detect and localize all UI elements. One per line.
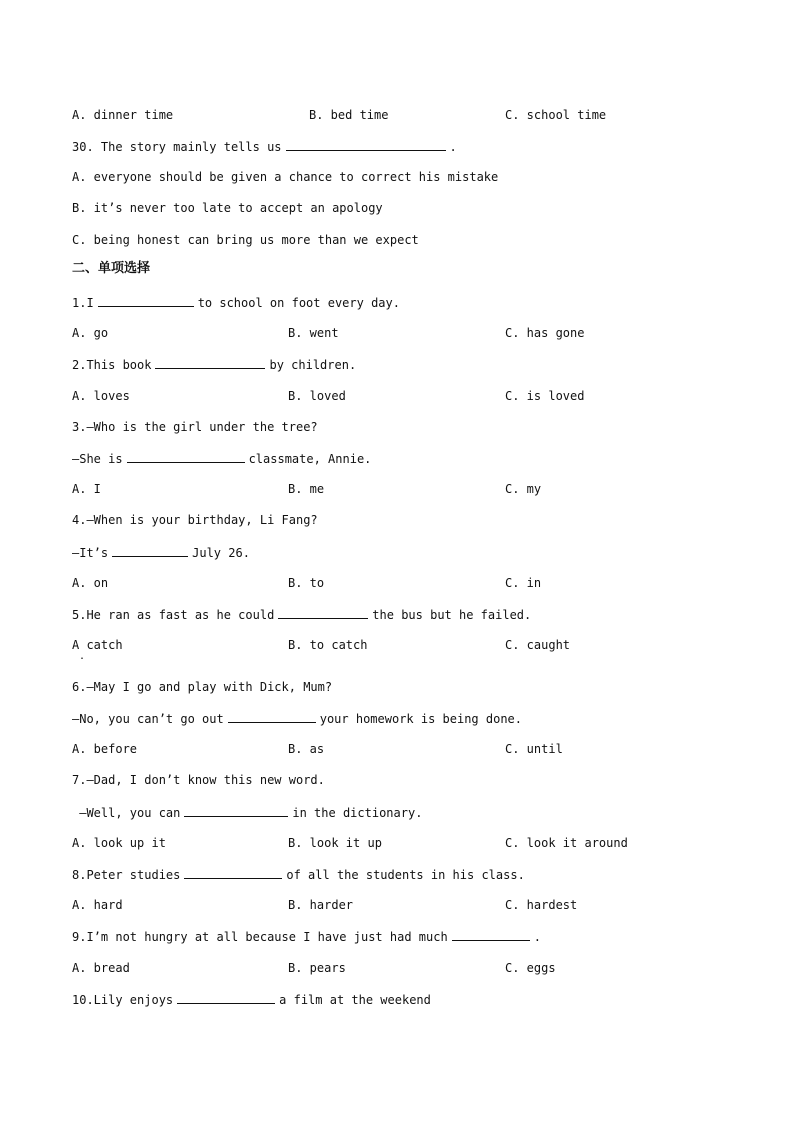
q3-option-a: A. I	[72, 482, 101, 496]
q1-stem	[72, 294, 400, 311]
q7-option-c: C. look it around	[505, 836, 628, 850]
q3-stem	[72, 450, 371, 467]
q1-blank	[98, 294, 194, 307]
q4-post: July 26.	[192, 546, 250, 560]
q6-option-c: C. until	[505, 742, 563, 756]
q30-stem	[72, 138, 457, 155]
q5-option-c: C. caught	[505, 638, 571, 652]
q30-stem-pre: 30. The story mainly tells us	[72, 140, 282, 154]
q29-option-b: B. bed time	[309, 108, 389, 122]
q1-post: to school on foot every day.	[197, 296, 400, 310]
q9-stem	[72, 928, 541, 945]
q10-stem	[72, 991, 431, 1008]
q8-pre: 8.Peter studies	[72, 868, 181, 882]
q2-stem	[72, 356, 356, 373]
q30-option-a: A. everyone should be given a chance to correct his mistake	[72, 170, 499, 184]
q29-option-a: A. dinner time	[72, 108, 174, 122]
q7-pre: —Well, you can	[72, 806, 181, 820]
q9-post: .	[533, 930, 541, 944]
q6-post: your homework is being done.	[319, 712, 523, 726]
q8-stem	[72, 866, 525, 883]
section-title: 二、单项选择	[72, 261, 151, 276]
q3-post: classmate, Annie.	[248, 452, 372, 466]
q7-post: in the dictionary.	[292, 806, 423, 820]
q29-option-c: C. school time	[505, 108, 607, 122]
q5-stray-dot: .	[79, 651, 86, 662]
q8-option-b: B. harder	[288, 898, 354, 912]
q6-option-a: A. before	[72, 742, 138, 756]
q3-blank	[127, 450, 245, 463]
q3-line1: 3.—Who is the girl under the tree?	[72, 420, 318, 434]
q7-blank	[184, 804, 288, 817]
q5-blank	[278, 606, 368, 619]
q5-option-a: A catch	[72, 638, 123, 652]
q6-option-b: B. as	[288, 742, 325, 756]
q9-blank	[452, 928, 530, 941]
q8-blank	[184, 866, 282, 879]
q9-option-c: C. eggs	[505, 961, 556, 975]
q30-blank	[286, 138, 446, 151]
q7-option-b: B. look it up	[288, 836, 382, 850]
q4-pre: —It’s	[72, 546, 109, 560]
q6-blank	[228, 710, 316, 723]
q2-pre: 2.This book	[72, 358, 152, 372]
q4-stem	[72, 544, 250, 561]
q7-stem	[72, 804, 422, 821]
q2-option-b: B. loved	[288, 389, 346, 403]
q1-option-b: B. went	[288, 326, 339, 340]
q5-stem	[72, 606, 531, 623]
q4-option-c: C. in	[505, 576, 542, 590]
q5-post: the bus but he failed.	[372, 608, 532, 622]
q3-option-c: C. my	[505, 482, 542, 496]
q8-option-c: C. hardest	[505, 898, 578, 912]
q5-pre: 5.He ran as fast as he could	[72, 608, 275, 622]
q2-option-c: C. is loved	[505, 389, 585, 403]
q4-line1: 4.—When is your birthday, Li Fang?	[72, 513, 318, 527]
q6-pre: —No, you can’t go out	[72, 712, 224, 726]
q30-stem-post: .	[449, 140, 457, 154]
q4-blank	[112, 544, 188, 557]
q9-pre: 9.I’m not hungry at all because I have just had much	[72, 930, 448, 944]
q10-post: a film at the weekend	[279, 993, 431, 1007]
q1-option-a: A. go	[72, 326, 109, 340]
q1-pre: 1.I	[72, 296, 94, 310]
q2-blank	[155, 356, 265, 369]
q8-option-a: A. hard	[72, 898, 123, 912]
q3-option-b: B. me	[288, 482, 325, 496]
q2-post: by children.	[269, 358, 357, 372]
q10-pre: 10.Lily enjoys	[72, 993, 174, 1007]
q30-option-c: C. being honest can bring us more than we expect	[72, 233, 419, 247]
q9-option-b: B. pears	[288, 961, 346, 975]
q2-option-a: A. loves	[72, 389, 130, 403]
q4-option-a: A. on	[72, 576, 109, 590]
q1-option-c: C. has gone	[505, 326, 585, 340]
q6-stem	[72, 710, 522, 727]
q8-post: of all the students in his class.	[286, 868, 525, 882]
q4-option-b: B. to	[288, 576, 325, 590]
q6-line1: 6.—May I go and play with Dick, Mum?	[72, 680, 333, 694]
q3-pre: —She is	[72, 452, 123, 466]
q30-option-b: B. it’s never too late to accept an apology	[72, 201, 383, 215]
q5-option-b: B. to catch	[288, 638, 368, 652]
q7-option-a: A. look up it	[72, 836, 166, 850]
q10-blank	[177, 991, 275, 1004]
q9-option-a: A. bread	[72, 961, 130, 975]
q7-line1: 7.—Dad, I don’t know this new word.	[72, 773, 325, 787]
